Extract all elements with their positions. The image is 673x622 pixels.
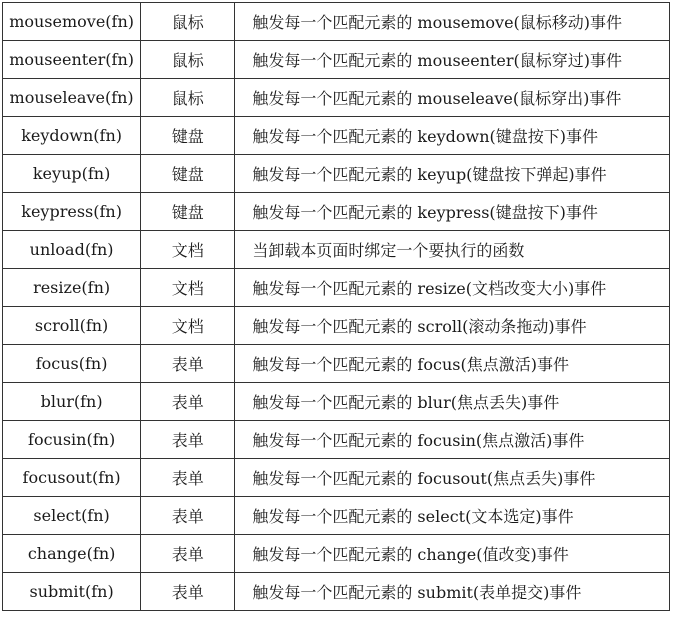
events-table [2,2,670,611]
category-cell: 表单 [141,573,235,611]
category-cell: 鼠标 [141,3,235,41]
table-row [3,421,670,459]
method-cell: mousemove(fn) [3,3,141,41]
description-cell: 触发每一个匹配元素的 select(文本选定)事件 [235,497,670,535]
category-cell: 表单 [141,459,235,497]
method-cell: keyup(fn) [3,155,141,193]
events-table-body [3,3,670,611]
table-row [3,155,670,193]
description-cell: 触发每一个匹配元素的 focusout(焦点丢失)事件 [235,459,670,497]
method-cell: focusout(fn) [3,459,141,497]
method-cell: blur(fn) [3,383,141,421]
category-cell: 表单 [141,497,235,535]
table-row [3,41,670,79]
category-cell: 键盘 [141,155,235,193]
table-row [3,231,670,269]
category-cell: 表单 [141,421,235,459]
category-cell: 文档 [141,307,235,345]
description-cell: 触发每一个匹配元素的 blur(焦点丢失)事件 [235,383,670,421]
description-cell: 触发每一个匹配元素的 focusin(焦点激活)事件 [235,421,670,459]
method-cell: resize(fn) [3,269,141,307]
description-cell: 触发每一个匹配元素的 change(值改变)事件 [235,535,670,573]
category-cell: 表单 [141,383,235,421]
category-cell: 表单 [141,345,235,383]
description-cell: 触发每一个匹配元素的 mouseenter(鼠标穿过)事件 [235,41,670,79]
description-cell: 触发每一个匹配元素的 mouseleave(鼠标穿出)事件 [235,79,670,117]
description-cell: 触发每一个匹配元素的 mousemove(鼠标移动)事件 [235,3,670,41]
table-row [3,535,670,573]
method-cell: mouseenter(fn) [3,41,141,79]
table-row [3,459,670,497]
method-cell: keypress(fn) [3,193,141,231]
category-cell: 文档 [141,269,235,307]
table-row [3,345,670,383]
method-cell: mouseleave(fn) [3,79,141,117]
category-cell: 表单 [141,535,235,573]
table-row [3,573,670,611]
table-row [3,497,670,535]
description-cell: 触发每一个匹配元素的 submit(表单提交)事件 [235,573,670,611]
table-row [3,383,670,421]
description-cell: 触发每一个匹配元素的 resize(文档改变大小)事件 [235,269,670,307]
method-cell: change(fn) [3,535,141,573]
table-row [3,79,670,117]
method-cell: focus(fn) [3,345,141,383]
method-cell: scroll(fn) [3,307,141,345]
table-row [3,269,670,307]
method-cell: select(fn) [3,497,141,535]
table-row [3,307,670,345]
category-cell: 键盘 [141,193,235,231]
description-cell: 触发每一个匹配元素的 keypress(键盘按下)事件 [235,193,670,231]
method-cell: focusin(fn) [3,421,141,459]
category-cell: 鼠标 [141,79,235,117]
table-row [3,193,670,231]
description-cell: 触发每一个匹配元素的 focus(焦点激活)事件 [235,345,670,383]
description-cell: 当卸载本页面时绑定一个要执行的函数 [235,231,670,269]
method-cell: unload(fn) [3,231,141,269]
category-cell: 文档 [141,231,235,269]
table-row [3,3,670,41]
description-cell: 触发每一个匹配元素的 keyup(键盘按下弹起)事件 [235,155,670,193]
description-cell: 触发每一个匹配元素的 keydown(键盘按下)事件 [235,117,670,155]
description-cell: 触发每一个匹配元素的 scroll(滚动条拖动)事件 [235,307,670,345]
category-cell: 键盘 [141,117,235,155]
category-cell: 鼠标 [141,41,235,79]
table-row [3,117,670,155]
method-cell: keydown(fn) [3,117,141,155]
method-cell: submit(fn) [3,573,141,611]
